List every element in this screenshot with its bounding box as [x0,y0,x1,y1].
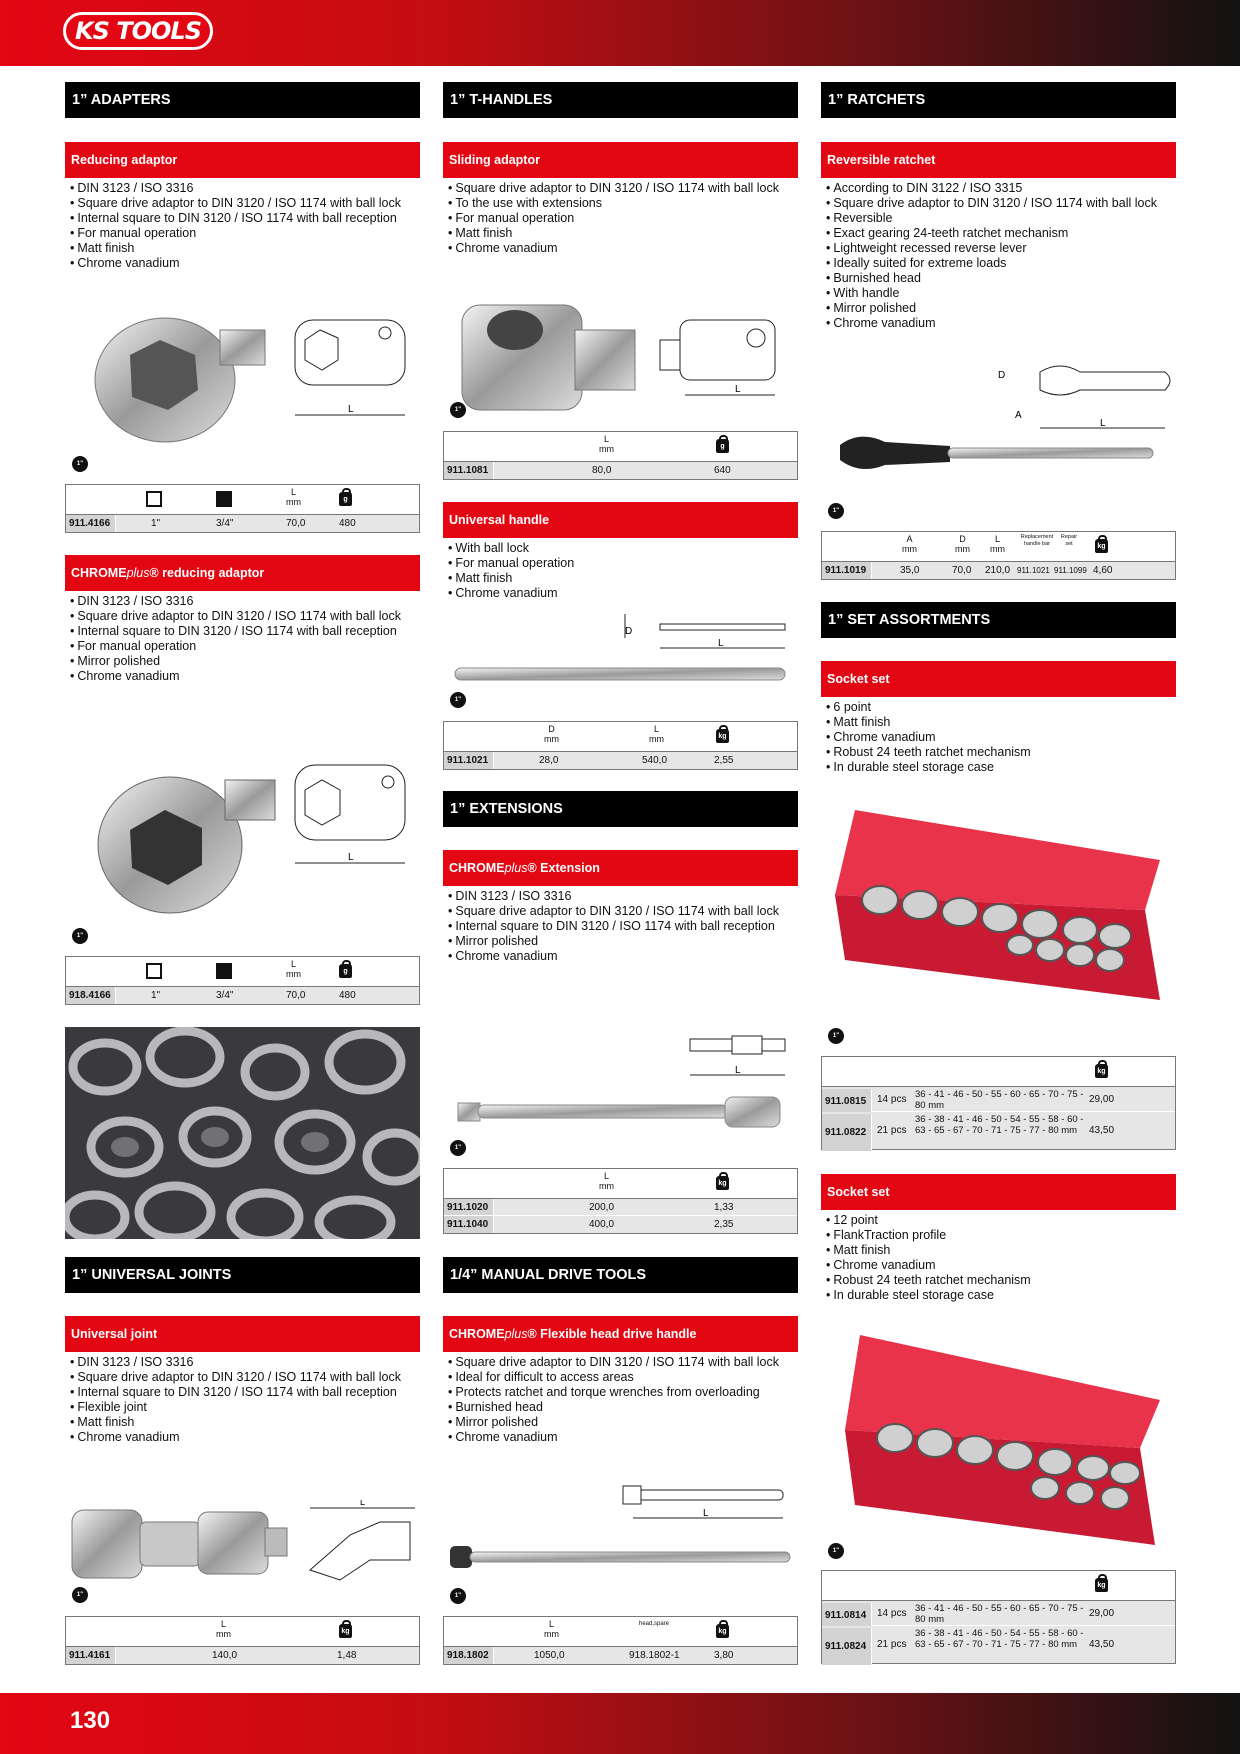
section-title-extensions: 1” EXTENSIONS [443,791,798,827]
table-cell: 21 pcs [877,1639,907,1650]
col-header-l: L [994,534,1000,544]
table-cell: 1050,0 [534,1650,565,1661]
dimension-A: A [1015,410,1022,421]
table-cell: 480 [339,518,356,529]
dimension-D: D [625,626,633,637]
product-title-sliding-adaptor: Sliding adaptor [443,142,798,178]
universal-handle-image [450,610,795,690]
weight-icon: kg [716,729,729,743]
title-part: plus [504,861,528,875]
title-part: ® Extension [527,861,600,875]
product-title-chromeplus-extension [443,850,798,886]
dimension-L: L [348,404,354,415]
list-item: • Chrome vanadium [448,241,803,256]
unit-mm: mm [216,1629,231,1639]
list-item: • Exact gearing 24-teeth ratchet mechanism [826,226,1181,241]
product-title-socket-set-12-point: Socket set [821,1174,1176,1210]
article-number: 918.4166 [66,987,116,1004]
table-cell: 28,0 [539,755,559,766]
table-cell: 200,0 [589,1202,615,1213]
section-title-manual-drive-tools: 1/4” MANUAL DRIVE TOOLS [443,1257,798,1293]
spec-table-universal-handle [443,721,798,770]
title-part: plus [126,566,150,580]
table-cell: 140,0 [212,1650,238,1661]
article-number: 911.4161 [66,1647,116,1664]
list-item: • Chrome vanadium [448,949,803,964]
weight-icon: kg [1095,539,1108,553]
drive-size-badge: 1" [450,1140,466,1156]
table-cell: 36 - 38 - 41 - 46 - 50 - 54 - 55 - 58 - 60 - 63 - 65 - 67 - 70 - 71 - 75 - 77 - 80 mm [915,1114,1084,1136]
col-header-l: L [290,959,296,969]
table-cell: 1,48 [337,1650,357,1661]
weight-icon: kg [716,1176,729,1190]
spec-table-sliding-adaptor [443,431,798,480]
square-outline-icon [146,491,162,507]
weight-icon: kg [1095,1064,1108,1078]
bullet-list-flexible-head-drive-handle [448,1355,803,1445]
list-item: • Matt finish [826,715,1181,730]
col-header-repair-set: Repair set [1060,534,1078,547]
spec-table-socket-set-6-point [821,1056,1176,1150]
list-item: • Matt finish [448,226,803,241]
list-item: • FlankTraction profile [826,1228,1181,1243]
drive-size-badge: 1" [72,456,88,472]
article-number: 911.1019 [822,562,872,579]
spec-table-chromeplus-reducing-adaptor [65,956,420,1005]
list-item: • Square drive adaptor to DIN 3120 / ISO 1174 with ball lock [70,196,425,211]
article-number: 911.0824 [822,1628,872,1665]
product-title-reversible-ratchet: Reversible ratchet [821,142,1176,178]
article-number: 911.1020 [444,1199,494,1215]
list-item: • Square drive adaptor to DIN 3120 / ISO 1174 with ball lock [448,904,803,919]
title-part: CHROME [449,861,505,875]
list-item: • Mirror polished [448,1415,803,1430]
dimension-D: D [998,370,1006,381]
title-part: plus [504,1327,528,1341]
article-number: 911.0814 [822,1603,872,1627]
table-row [444,752,797,769]
table-cell: 1,33 [714,1202,734,1213]
list-item: • With handle [826,286,1181,301]
list-item: • Reversible [826,211,1181,226]
unit-mm: mm [286,497,301,507]
square-outline-icon [146,963,162,979]
list-item: • Robust 24 teeth ratchet mechanism [826,745,1181,760]
bullet-list-sliding-adaptor [448,181,803,256]
list-item: • Chrome vanadium [448,586,803,601]
list-item: • Burnished head [448,1400,803,1415]
table-cell: 540,0 [642,755,668,766]
article-number: 911.1021 [444,752,494,769]
table-row [822,1087,1175,1112]
list-item: • Square drive adaptor to DIN 3120 / ISO 1174 with ball lock [448,181,803,196]
dimension-L: L [735,1065,741,1076]
list-item: • In durable steel storage case [826,1288,1181,1303]
list-item: • 6 point [826,700,1181,715]
product-title-socket-set-6-point: Socket set [821,661,1176,697]
table-cell: 14 pcs [877,1608,907,1619]
bullet-list-socket-set-6-point [826,700,1181,775]
table-cell: 2,55 [714,755,734,766]
list-item: • Internal square to DIN 3120 / ISO 1174 with ball reception [70,211,425,226]
table-cell: 4,60 [1093,565,1113,576]
col-header-spare-head: head,spare [639,1621,670,1627]
list-item: • Mirror polished [826,301,1181,316]
col-header-l: L [548,1619,554,1629]
dimension-L: L [1100,418,1106,429]
footer-bar [0,1693,1240,1754]
list-item: • Internal square to DIN 3120 / ISO 1174 with ball reception [70,1385,425,1400]
table-cell: 36 - 38 - 41 - 46 - 50 - 54 - 55 - 58 - 60 - 63 - 65 - 67 - 70 - 71 - 75 - 77 - 80 mm [915,1628,1084,1650]
list-item: • Matt finish [826,1243,1181,1258]
article-number: 911.1081 [444,462,494,479]
weight-icon: kg [1095,1578,1108,1592]
section-title-universal-joints: 1” UNIVERSAL JOINTS [65,1257,420,1293]
list-item: • Lightweight recessed reverse lever [826,241,1181,256]
dimension-L: L [360,1500,366,1507]
section-title-adapters: 1” ADAPTERS [65,82,420,118]
weight-icon: kg [339,1624,352,1638]
unit-mm: mm [955,544,970,554]
weight-icon: kg [716,1624,729,1638]
section-title-t-handles: 1” T-HANDLES [443,82,798,118]
table-row [822,1112,1175,1149]
table-cell: 911.1099 [1054,566,1087,575]
list-item: • To the use with extensions [448,196,803,211]
list-item: • Internal square to DIN 3120 / ISO 1174 with ball reception [448,919,803,934]
weight-icon: g [339,492,352,506]
list-item: • With ball lock [448,541,803,556]
weight-icon: g [339,964,352,978]
square-filled-icon [216,491,232,507]
table-cell: 480 [339,990,356,1001]
table-cell: 640 [714,465,731,476]
table-cell: 43,50 [1089,1639,1115,1650]
list-item: • Square drive adaptor to DIN 3120 / ISO 1174 with ball lock [70,1370,425,1385]
square-filled-icon [216,963,232,979]
list-item: • Matt finish [70,241,425,256]
title-part: CHROME [449,1327,505,1341]
list-item: • Matt finish [448,571,803,586]
col-header-l: L [220,1619,226,1629]
table-cell: 70,0 [952,565,972,576]
col-header-l: L [603,434,609,444]
spec-table-reversible-ratchet [821,531,1176,580]
table-cell: 2,35 [714,1219,734,1230]
table-row [66,515,419,532]
dimension-L: L [348,852,354,863]
flexible-head-drive-handle-image [448,1480,793,1580]
table-row [822,562,1175,579]
article-number: 918.1802 [444,1647,494,1664]
table-cell: 3,80 [714,1650,734,1661]
list-item: • DIN 3123 / ISO 3316 [70,1355,425,1370]
table-cell: 1" [151,518,161,529]
dimension-L: L [735,384,741,395]
table-cell: 210,0 [985,565,1011,576]
dimension-L: L [703,1508,709,1519]
list-item: • For manual operation [70,639,425,654]
article-number: 911.1040 [444,1216,494,1233]
extension-image [450,1035,795,1135]
unit-mm: mm [649,734,664,744]
list-item: • Square drive adaptor to DIN 3120 / ISO 1174 with ball lock [826,196,1181,211]
article-number: 911.0822 [822,1114,872,1151]
list-item: • Ideally suited for extreme loads [826,256,1181,271]
list-item: • According to DIN 3122 / ISO 3315 [826,181,1181,196]
unit-mm: mm [544,734,559,744]
spec-table-extension [443,1168,798,1234]
product-title-universal-joint: Universal joint [65,1316,420,1352]
list-item: • Chrome vanadium [70,669,425,684]
list-item: • Square drive adaptor to DIN 3120 / ISO 1174 with ball lock [70,609,425,624]
table-cell: 70,0 [286,990,306,1001]
col-header-l: L [603,1171,609,1181]
list-item: • Chrome vanadium [826,730,1181,745]
sliding-adaptor-image [460,300,800,420]
unit-mm: mm [544,1629,559,1639]
list-item: • Internal square to DIN 3120 / ISO 1174 with ball reception [70,624,425,639]
list-item: • Burnished head [826,271,1181,286]
list-item: • In durable steel storage case [826,760,1181,775]
bullet-list-chromeplus-reducing-adaptor [70,594,425,684]
spec-table-reducing-adaptor [65,484,420,533]
list-item: • Mirror polished [70,654,425,669]
table-cell: 29,00 [1089,1094,1115,1105]
bullet-list-chromeplus-extension [448,889,803,964]
title-part: ® reducing adaptor [149,566,265,580]
table-cell: 1" [151,990,161,1001]
col-header-d: D [548,724,555,734]
drive-size-badge: 1" [828,1543,844,1559]
article-number: 911.0815 [822,1089,872,1113]
product-title-reducing-adaptor: Reducing adaptor [65,142,420,178]
sockets-photo [65,1027,420,1239]
list-item: • For manual operation [448,211,803,226]
universal-joint-image [70,1500,420,1590]
drive-size-badge: 1" [450,1588,466,1604]
table-row [444,462,797,479]
drive-size-badge: 1" [72,928,88,944]
list-item: • DIN 3123 / ISO 3316 [70,181,425,196]
bullet-list-socket-set-12-point [826,1213,1181,1303]
unit-mm: mm [902,544,917,554]
col-header-a: A [906,534,913,544]
spec-table-socket-set-12-point [821,1570,1176,1664]
list-item: • Chrome vanadium [70,1430,425,1445]
product-title-flexible-head-drive-handle [443,1316,798,1352]
weight-icon: g [716,439,729,453]
drive-size-badge: 1" [828,1028,844,1044]
table-cell: 911.1021 [1017,566,1050,575]
table-row [66,987,419,1004]
table-cell: 21 pcs [877,1125,907,1136]
title-part: CHROME [71,566,127,580]
bullet-list-universal-joint [70,1355,425,1445]
unit-mm: mm [286,969,301,979]
article-number: 911.4166 [66,515,116,532]
spec-table-universal-joint [65,1616,420,1665]
page-number: 130 [70,1707,111,1734]
table-cell: 400,0 [589,1219,615,1230]
table-cell: 3/4" [216,518,234,529]
table-cell: 35,0 [900,565,920,576]
table-row [822,1601,1175,1626]
list-item: • Chrome vanadium [826,316,1181,331]
list-item: • Protects ratchet and torque wrenches from overloading [448,1385,803,1400]
brand-logo: KS TOOLS [63,12,213,50]
list-item: • Ideal for difficult to access areas [448,1370,803,1385]
bullet-list-reversible-ratchet [826,181,1181,331]
list-item: • 12 point [826,1213,1181,1228]
list-item: • DIN 3123 / ISO 3316 [70,594,425,609]
table-row [444,1199,797,1216]
table-cell: 29,00 [1089,1608,1115,1619]
title-part: ® Flexible head drive handle [527,1327,697,1341]
socket-set-12-point-image [835,1330,1160,1560]
unit-mm: mm [599,444,614,454]
reducing-adaptor-image [90,305,420,455]
list-item: • Chrome vanadium [826,1258,1181,1273]
table-cell: 80,0 [592,465,612,476]
bullet-list-reducing-adaptor [70,181,425,271]
list-item: • DIN 3123 / ISO 3316 [448,889,803,904]
drive-size-badge: 1" [450,692,466,708]
table-cell: 14 pcs [877,1094,907,1105]
table-cell: 43,50 [1089,1125,1115,1136]
drive-size-badge: 1" [450,402,466,418]
list-item: • Matt finish [70,1415,425,1430]
section-title-set-assortments: 1” SET ASSORTMENTS [821,602,1176,638]
col-header-l: L [653,724,659,734]
bullet-list-universal-handle [448,541,803,601]
socket-set-6-point-image [835,800,1160,1015]
list-item: • Chrome vanadium [448,1430,803,1445]
spec-table-flexible-head-drive-handle [443,1616,798,1665]
reversible-ratchet-image [830,350,1175,490]
list-item: • For manual operation [448,556,803,571]
col-header-replacement-handle-bar: Replacement handle bar [1020,534,1054,547]
drive-size-badge: 1" [828,503,844,519]
product-title-chromeplus-reducing-adaptor [65,555,420,591]
section-title-ratchets: 1” RATCHETS [821,82,1176,118]
table-cell: 3/4" [216,990,234,1001]
col-header-l: L [290,487,296,497]
drive-size-badge: 1" [72,1587,88,1603]
list-item: • Flexible joint [70,1400,425,1415]
col-header-d: D [959,534,966,544]
product-title-universal-handle: Universal handle [443,502,798,538]
list-item: • For manual operation [70,226,425,241]
list-item: • Square drive adaptor to DIN 3120 / ISO 1174 with ball lock [448,1355,803,1370]
chromeplus-reducing-adaptor-image [90,760,420,920]
table-cell: 918.1802-1 [629,1650,680,1661]
unit-mm: mm [990,544,1005,554]
list-item: • Robust 24 teeth ratchet mechanism [826,1273,1181,1288]
table-cell: 36 - 41 - 46 - 50 - 55 - 60 - 65 - 70 - 75 - 80 mm [915,1089,1084,1111]
table-cell: 36 - 41 - 46 - 50 - 55 - 60 - 65 - 70 - 75 - 80 mm [915,1603,1084,1625]
dimension-L: L [718,638,724,649]
table-row [822,1626,1175,1663]
list-item: • Mirror polished [448,934,803,949]
table-cell: 70,0 [286,518,306,529]
table-row [444,1647,797,1664]
table-row [444,1216,797,1233]
table-row [66,1647,419,1664]
list-item: • Chrome vanadium [70,256,425,271]
unit-mm: mm [599,1181,614,1191]
